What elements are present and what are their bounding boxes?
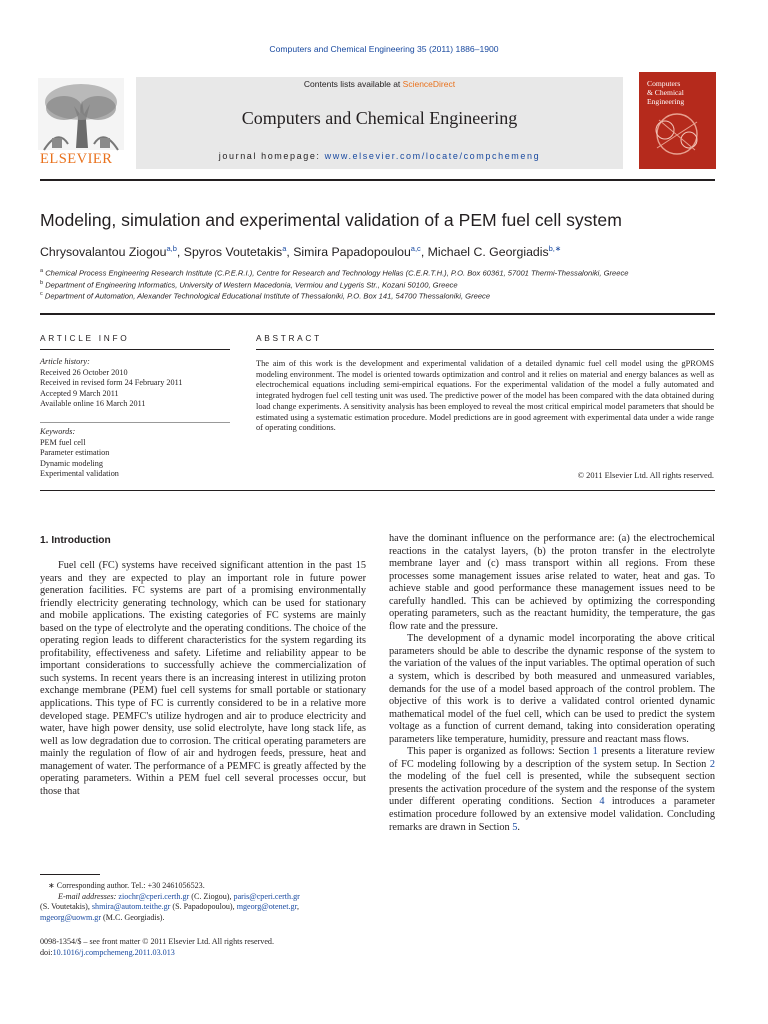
doi-link[interactable]: 10.1016/j.compchemeng.2011.03.013 (52, 947, 175, 957)
journal-banner (136, 77, 623, 169)
affiliation: $^b$ Department of Engineering Informatics, University of Western Macedonia, Vermiou and Lygeris Str., Kozani 50100, Greece (40, 280, 458, 290)
keyword: Experimental validation (40, 469, 119, 479)
cover-title: Computers & Chemical Engineering (647, 79, 685, 106)
email-link[interactable]: mgeorg@uowm.gr (40, 912, 102, 922)
journal-homepage-link[interactable]: www.elsevier.com/locate/compchemeng (324, 151, 541, 161)
keyword: PEM fuel cell (40, 437, 86, 447)
keywords: Keywords: PEM fuel cell Parameter estimation Dynamic modeling Experimental validation (40, 427, 230, 480)
affiliation: $^c$ Department of Automation, Alexander Technological Educational Institute of Thessaloniki, P.O. Box 141, 54700 Thessaloniki, Greece (40, 291, 491, 301)
footnote-contacts: ∗ Corresponding author. Tel.: +30 2461056523. E-mail addresses: ziochr@cperi.certh.gr (C. Ziogou), paris@cperi.certh.gr (S. Voutetakis), shmira@autom.teithe.gr (S. Papadopoulou), mgeorg@otenet.gr, mgeorg@uowm.gr (M.C. Georgiadis). (40, 881, 300, 922)
cover-molecule-icon (639, 104, 716, 169)
author-name: Michael C. Georgiadis (427, 245, 549, 260)
abstract-rule (256, 349, 714, 350)
journal-cover (639, 72, 716, 169)
article-info-rule (40, 349, 230, 350)
left-column (40, 560, 366, 798)
email-link[interactable]: ziochr@cperi.certh.gr (118, 891, 190, 901)
contents-line: Contents lists available at ScienceDirect (303, 79, 456, 89)
author-affiliation-ref[interactable]: a,b (166, 244, 177, 253)
right-column (389, 533, 715, 834)
paragraph: Fuel cell (FC) systems have received significant attention in the past 15 years and they are expected to play an important role in future power generation facilities. FC systems are part of a promising environmentally friendly electricity generating technology, which can be used for stationary and mobile applications. The existing categories of FC systems are mainly based on the type of electrolyte and the operating conditions. The choice of the operating region leads to different characteristics for the system regarding its profitability, effectiveness and safety. Lifetime and reliability appear to be important considerations to successfully achieve the commercialization of such systems. In recent years there is an increasing interest in utilizing proton exchange membrane (PEM) fuel cell systems for small portable or stationary applications. This type of FC is currently considered to be in a relative more developed stage. PEMFC's utilize hydrogen and air to produce electricity and water, have high power density, use solid electrolyte, have long stack life, as well as low degradation due to corrosion. The critical operating parameters are mainly the regulation of flow of air and hydrogen feeds, pressure, heat and management of water. The performance of a PEMFC is greatly affected by the operating parameters. Within a PEM fuel cell several processes occur, but those that (40, 560, 366, 797)
section-link[interactable]: 5 (512, 821, 518, 833)
footnote-publication: 0098-1354/$ – see front matter © 2011 Elsevier Ltd. All rights reserved. doi:10.1016/j.compchemeng.2011.03.013 (40, 937, 274, 957)
article-history: Article history: Received 26 October 2010 Received in revised form 24 February 2011 Accepted 9 March 2011 Available online 16 March 2011 (40, 357, 183, 409)
abstract-copyright: © 2011 Elsevier Ltd. All rights reserved. (577, 471, 714, 480)
abstract-text: The aim of this work is the development and experimental validation of a detailed dynamic fuel cell model using the gPROMS modeling environment. The model is oriented towards optimization and control and it relies on material and energy balances as well as electrochemical equations including semi-empirical equations. For the experimental validation of the model a fully automated and integrated hydrogen fuel cell testing unit was used. The predictive power of the model has been compared with the data obtained during load change experiments. A sensitivity analysis has been employed to reveal the most critical empirical model parameters that should be estimated using a systematic estimation procedure. Model predictions are in good agreement with experimental data under a wide range of operating conditions. (256, 359, 714, 433)
author-name: Chrysovalantou Ziogou (40, 245, 167, 260)
email-link[interactable]: mgeorg@otenet.gr (236, 902, 297, 912)
email-link[interactable]: shmira@autom.teithe.gr (91, 902, 171, 912)
header-rule (40, 179, 715, 181)
footnote-rule (40, 874, 100, 875)
paragraph: This paper is organized as follows: Section 1 presents a literature review of FC modeling following by a description of the system setup. In Section 2 the modeling of the fuel cell is presented, while the subsequent section presents the activation procedure of the system and the response of the system under different operating conditions. Section 4 introduces a parameter estimation procedure followed by an extensive model validation. Concluding remarks are drawn in Section 5. (389, 746, 716, 833)
article-title: Modeling, simulation and experimental validation of a PEM fuel cell system (40, 210, 622, 230)
author-affiliation-ref[interactable]: a (282, 244, 287, 253)
section-link[interactable]: 2 (709, 758, 715, 770)
article-info-heading: ARTICLE INFO (40, 333, 130, 343)
elsevier-wordmark: ELSEVIER (40, 151, 113, 167)
author-name: Simira Papadopoulou (293, 245, 411, 260)
section-link[interactable]: 4 (599, 796, 605, 808)
author-affiliation-ref[interactable]: b,∗ (548, 244, 562, 253)
keywords-rule (40, 422, 230, 423)
paragraph: have the dominant influence on the performance are: (a) the electrochemical reactions in the catalyst layers, (b) the proton transfer in the electrolyte membrane layer and (c) mass transport within all regions. From these processes some management issues arise related to water, heat and gas. To achieve stable and good performance these management issues need to be carefully handled. This can be achieved by optimizing the corresponding operating parameters, such as the reactant humidity, the temperature, the gas flow rate and the pressure. (389, 533, 715, 632)
affiliation: $^a$ Chemical Process Engineering Research Institute (C.P.E.R.I.), Centre for Research and Technology Hellas (C.E.R.T.H.), P.O. Box 60361, 57001 Thermi-Thessaloniki, Greece (40, 268, 629, 278)
paragraph: The development of a dynamic model incorporating the above critical parameters should be able to describe the dynamic response of the system to the variation of the values of the input variables. The optimal operation of such a system, which is described by both measured and unmeasured variables, demands for the use of a model based approach of the control problem. The objective of this work is to derive a validated control oriented dynamic mathematical model of the fuel cell, which can be used to predict the system voltage as a function of current demand, taking into consideration operating parameters like temperature, humidity, pressure and reactant mass flows. (389, 633, 715, 745)
journal-homepage: journal homepage: www.elsevier.com/locate/compchemeng (218, 151, 541, 161)
abstract-bottom-rule (40, 490, 715, 491)
sciencedirect-link[interactable]: ScienceDirect (402, 79, 456, 89)
affiliation-rule (40, 313, 715, 315)
keyword: Dynamic modeling (40, 458, 103, 468)
author-list: Chrysovalantou Ziogou$^{a,b}$, Spyros Voutetakis$^a$, Simira Papadopoulou$^{a,c}$, Michael C. Georgiadis$^{b,∗}$ (40, 244, 562, 260)
email-link[interactable]: paris@cperi.certh.gr (233, 891, 300, 901)
journal-title: Computers and Chemical Engineering (241, 108, 518, 128)
section-link[interactable]: 1 (592, 746, 598, 758)
abstract-heading: ABSTRACT (256, 333, 322, 343)
section-heading-introduction: 1. Introduction (40, 535, 111, 546)
keyword: Parameter estimation (40, 448, 110, 458)
author-affiliation-ref[interactable]: a,c (410, 244, 421, 253)
author-name: Spyros Voutetakis (183, 245, 283, 260)
journal-citation[interactable]: Computers and Chemical Engineering 35 (2011) 1886–1900 (269, 44, 499, 54)
